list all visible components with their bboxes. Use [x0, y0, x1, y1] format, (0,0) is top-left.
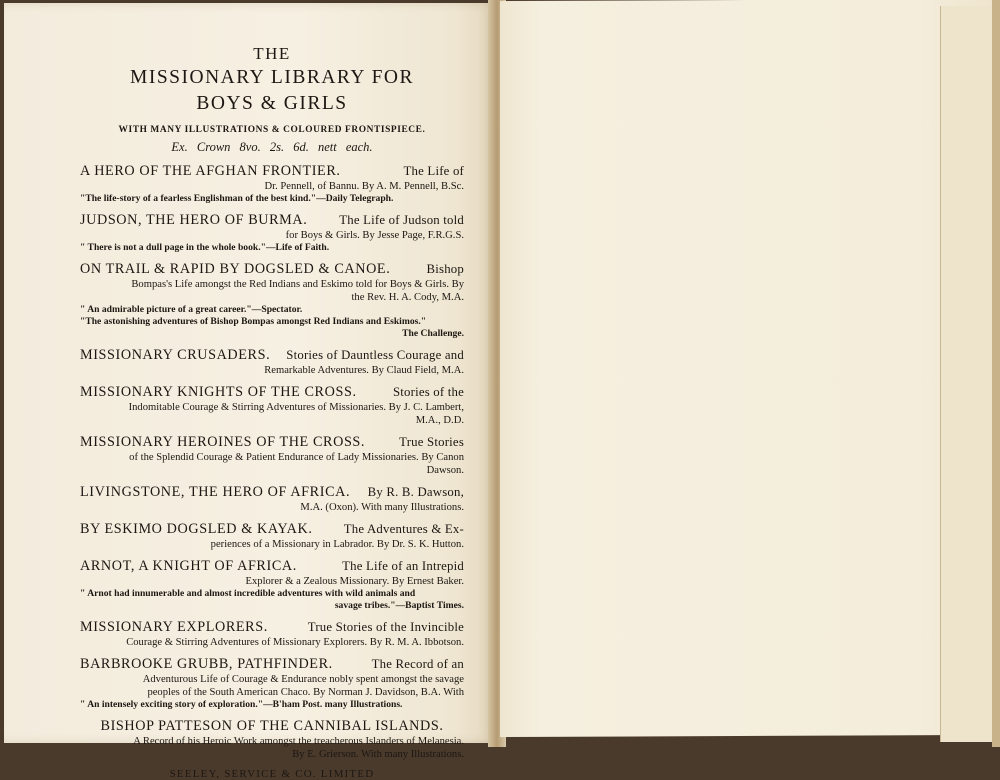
book-description-start: The Adventures & Ex- — [343, 522, 464, 536]
publisher-imprint: SEELEY, SERVICE & CO. LIMITED — [169, 768, 375, 780]
book-title: MISSIONARY CRUSADERS. — [80, 347, 271, 363]
book-description-line: Dr. Pennell, of Bannu. By A. M. Pennell, B.Sc. — [264, 181, 464, 192]
book-description-line: Explorer & a Zealous Missionary. By Ernest Baker. — [245, 576, 464, 587]
book-description-start: Stories of Dauntless Courage and — [286, 348, 464, 362]
book-entry — [80, 347, 464, 377]
book-entry-heading — [80, 163, 464, 180]
press-review: The Challenge. — [402, 328, 464, 339]
book-description-start: Stories of the — [392, 385, 464, 399]
book-entry-heading — [80, 384, 464, 401]
book-description-line: the Rev. H. A. Cody, M.A. — [351, 292, 464, 303]
book-format-price: Ex. Crown 8vo. 2s. 6d. nett each. — [171, 140, 373, 154]
back-page-edge — [940, 6, 997, 742]
book-entry — [80, 384, 464, 427]
book-entry — [80, 163, 464, 205]
book-entry — [80, 212, 464, 254]
book-description-start: The Life of an Intrepid — [342, 559, 464, 573]
book-description-line: Courage & Stirring Adventures of Missionary Explorers. By R. M. A. Ibbotson. — [126, 637, 464, 648]
book-entry-heading — [80, 484, 464, 501]
press-review: savage tribes."—Baptist Times. — [334, 600, 464, 611]
book-description-line: Bompas's Life amongst the Red Indians and Eskimo told for Boys & Girls. By — [131, 279, 464, 290]
book-title: LIVINGSTONE, THE HERO OF AFRICA. — [80, 484, 351, 500]
book-entry — [80, 484, 464, 514]
book-list — [80, 163, 464, 761]
book-entry-heading — [80, 434, 464, 451]
book-description-start: By R. B. Dawson, — [367, 485, 464, 499]
book-description-line: By E. Grierson. With many Illustrations. — [292, 749, 464, 760]
book-description-start: The Life of Judson told — [339, 213, 464, 227]
book-entry-heading — [80, 347, 464, 364]
book-entry-heading — [80, 261, 464, 278]
book-description-line: Remarkable Adventures. By Claud Field, M.A. — [264, 365, 464, 376]
book-title: JUDSON, THE HERO OF BURMA. — [80, 212, 308, 228]
book-entry — [80, 718, 464, 761]
book-description-line: for Boys & Girls. By Jesse Page, F.R.G.S. — [285, 230, 464, 241]
book-title: MISSIONARY EXPLORERS. — [80, 619, 268, 635]
page-title-line1: MISSIONARY LIBRARY FOR — [129, 67, 415, 88]
book-entry — [80, 434, 464, 477]
advertisement-page — [80, 40, 464, 780]
book-entry — [80, 619, 464, 649]
book-description-start: The Record of an — [371, 657, 464, 671]
book-entry — [80, 656, 464, 711]
book-entry-heading — [80, 619, 464, 636]
book-entry-heading — [80, 558, 464, 575]
book-description-start: True Stories — [399, 435, 464, 449]
book-entry — [80, 261, 464, 340]
book-entry-heading — [80, 718, 464, 735]
book-description-line: Dawson. — [426, 465, 464, 476]
page-subtitle: WITH MANY ILLUSTRATIONS & COLOURED FRONTISPIECE. — [118, 125, 426, 135]
press-review: " An admirable picture of a great career."—Spectator. — [80, 304, 303, 315]
book-description-line: M.A., D.D. — [415, 415, 464, 426]
book-title: ARNOT, A KNIGHT OF AFRICA. — [80, 558, 297, 574]
book-title: BARBROOKE GRUBB, PATHFINDER. — [80, 656, 333, 672]
book-description-line: M.A. (Oxon). With many Illustrations. — [300, 502, 464, 513]
book-title: BY ESKIMO DOGSLED & KAYAK. — [80, 521, 313, 537]
book-title: BISHOP PATTESON OF THE CANNIBAL ISLANDS. — [100, 718, 444, 734]
page-title-line2: BOYS & GIRLS — [196, 93, 348, 114]
book-entry-heading — [80, 656, 464, 673]
right-page-blank — [500, 0, 992, 737]
book-description-start: True Stories of the Invincible — [307, 620, 464, 634]
book-description-line: periences of a Missionary in Labrador. By Dr. S. K. Hutton. — [210, 539, 464, 550]
page-pretitle: THE — [253, 44, 291, 63]
fore-edge — [992, 0, 1000, 747]
book-entry-heading — [80, 521, 464, 538]
book-entry — [80, 558, 464, 612]
book-description-line: Indomitable Courage & Stirring Adventures of Missionaries. By J. C. Lambert, — [128, 402, 464, 413]
book-entry-heading — [80, 212, 464, 229]
book-title: ON TRAIL & RAPID BY DOGSLED & CANOE. — [80, 261, 391, 277]
press-review: " There is not a dull page in the whole book."—Life of Faith. — [80, 242, 330, 253]
book-title: MISSIONARY KNIGHTS OF THE CROSS. — [80, 384, 357, 400]
book-description-line: Adventurous Life of Courage & Endurance nobly spent amongst the savage — [142, 674, 464, 685]
book-description-start: Bishop — [426, 262, 464, 276]
press-review: "The astonishing adventures of Bishop Bompas amongst Red Indians and Eskimos." — [80, 316, 427, 327]
press-review: " Arnot had innumerable and almost incredible adventures with wild animals and — [80, 588, 416, 599]
book-title: MISSIONARY HEROINES OF THE CROSS. — [80, 434, 366, 450]
book-description-start: The Life of — [403, 164, 464, 178]
book-description-line: of the Splendid Courage & Patient Endurance of Lady Missionaries. By Canon — [129, 452, 464, 463]
book-description-line: peoples of the South American Chaco. By Norman J. Davidson, B.A. With — [147, 687, 464, 698]
book-entry — [80, 521, 464, 551]
book-description-line: A Record of his Heroic Work amongst the treacherous Islanders of Melanesia. — [133, 736, 464, 747]
book-title: A HERO OF THE AFGHAN FRONTIER. — [80, 163, 341, 179]
press-review: " An intensely exciting story of exploration."—B'ham Post. many Illustrations. — [80, 699, 403, 710]
press-review: "The life-story of a fearless Englishman of the best kind."—Daily Telegraph. — [80, 193, 394, 204]
